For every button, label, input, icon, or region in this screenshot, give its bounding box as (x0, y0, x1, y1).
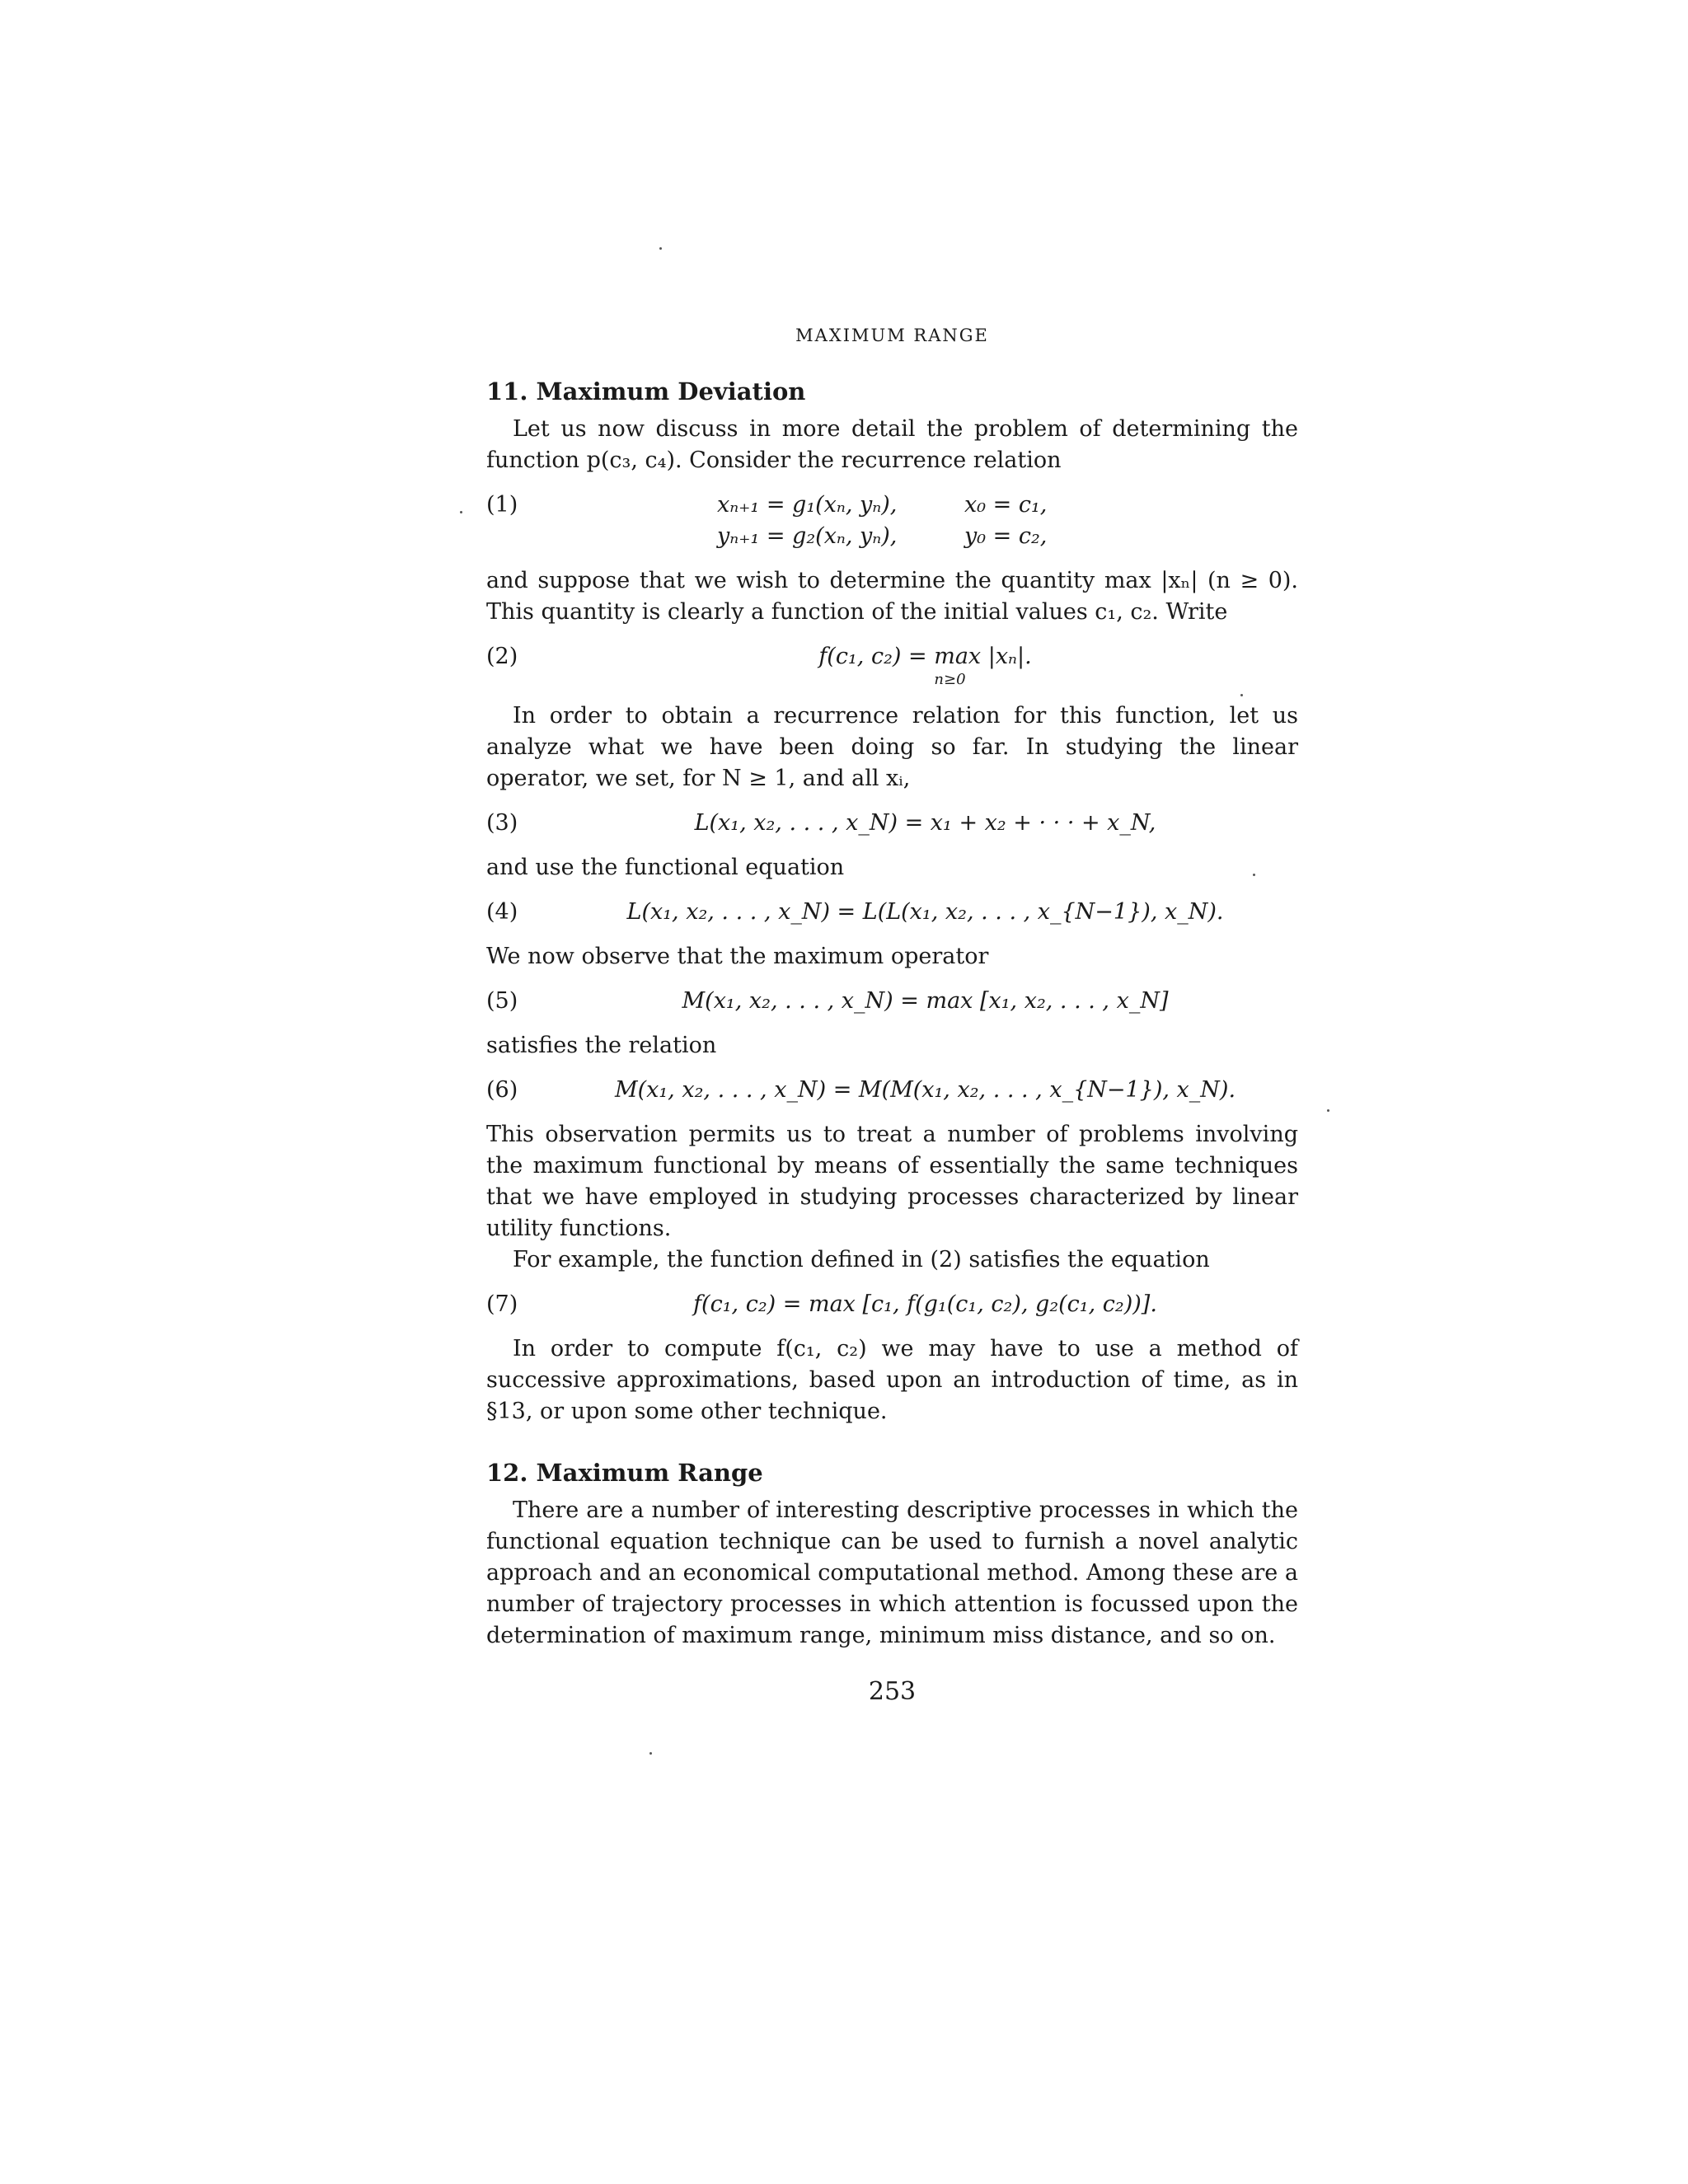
equation-body (552, 986, 1298, 1017)
equation-4 (486, 897, 1298, 928)
paragraph: There are a number of interesting descriptive processes in which the functional equation technique can be used to furnish a novel analytic approach and an economical computational method. Among these are a number of trajectory processes in which attention is focussed upon the determination of maximum range, minimum miss distance, and so on. (486, 1497, 1298, 1648)
scan-speck (460, 511, 462, 513)
equation-body (552, 897, 1298, 928)
scan-speck (1240, 694, 1243, 696)
equation-number: (3) (486, 810, 518, 836)
paragraph: and use the functional equation (486, 855, 845, 880)
equation-text: f(c₁, c₂) = max |xₙ|. (818, 644, 1032, 669)
equation-number: (5) (486, 988, 518, 1014)
equation-7 (486, 1289, 1298, 1320)
paragraph: We now observe that the maximum operator (486, 944, 989, 969)
equation-text: L(x₁, x₂, . . . , x_N) = L(L(x₁, x₂, . . . , x_{N−1}), x_N). (626, 899, 1224, 925)
equation-body (552, 490, 1298, 552)
section-heading-11: 11. Maximum Deviation (486, 377, 806, 405)
equation-subscript: n≥0 (934, 671, 966, 688)
scan-speck (1253, 874, 1255, 876)
running-head: MAXIMUM RANGE (795, 326, 989, 345)
equation-2 (486, 641, 1298, 687)
equation-text: f(c₁, c₂) = max [c₁, f(g₁(c₁, c₂), g₂(c₁, c₂))]. (693, 1291, 1157, 1317)
page-number: 253 (868, 1677, 917, 1706)
equation-body (552, 1289, 1298, 1320)
scan-speck (659, 247, 662, 250)
scan-speck (649, 1752, 652, 1755)
paragraph: satisfies the relation (486, 1033, 717, 1058)
equation-3 (486, 808, 1298, 839)
equation-number: (7) (486, 1291, 518, 1317)
equation-body (552, 1075, 1298, 1106)
paragraph: Let us now discuss in more detail the problem of determining the function p(c₃, c₄). Consider the recurrence relation (486, 416, 1298, 473)
equation-number: (1) (486, 492, 518, 518)
equation-text: M(x₁, x₂, . . . , x_N) = max [x₁, x₂, . . . , x_N] (682, 988, 1169, 1014)
paragraph: For example, the function defined in (2) satisfies the equation (513, 1247, 1210, 1272)
equation-term: x₀ = c₁, (964, 492, 1048, 518)
equation-term: yₙ₊₁ = g₂(xₙ, yₙ), (717, 523, 898, 549)
equation-1 (486, 490, 1298, 552)
equation-body (552, 641, 1298, 687)
paragraph: and suppose that we wish to determine the quantity max |xₙ| (n ≥ 0). This quantity is clearly a function of the initial values c₁, c₂. Write (486, 568, 1298, 625)
equation-term: y₀ = c₂, (964, 523, 1048, 549)
equation-text: L(x₁, x₂, . . . , x_N) = x₁ + x₂ + · · · + x_N, (694, 810, 1156, 836)
paragraph: This observation permits us to treat a number of problems involving the maximum functional by means of essentially the same techniques that we have employed in studying processes characterized by linear utility functions. (486, 1122, 1298, 1241)
equation-6 (486, 1075, 1298, 1106)
paragraph: In order to compute f(c₁, c₂) we may have to use a method of successive approximations, based upon an introduction of time, as in §13, or upon some other technique. (486, 1336, 1298, 1424)
equation-5 (486, 986, 1298, 1017)
equation-number: (4) (486, 899, 518, 925)
equation-text: M(x₁, x₂, . . . , x_N) = M(M(x₁, x₂, . . . , x_{N−1}), x_N). (614, 1077, 1236, 1103)
equation-number: (6) (486, 1077, 518, 1103)
equation-body (552, 808, 1298, 839)
equation-term: xₙ₊₁ = g₁(xₙ, yₙ), (717, 492, 898, 518)
section-heading-12: 12. Maximum Range (486, 1459, 763, 1487)
paragraph: In order to obtain a recurrence relation for this function, let us analyze what we have been doing so far. In studying the linear operator, we set, for N ≥ 1, and all xᵢ, (486, 703, 1298, 791)
scan-speck (1327, 1109, 1329, 1112)
page-content (486, 320, 1298, 1708)
equation-number: (2) (486, 644, 518, 669)
